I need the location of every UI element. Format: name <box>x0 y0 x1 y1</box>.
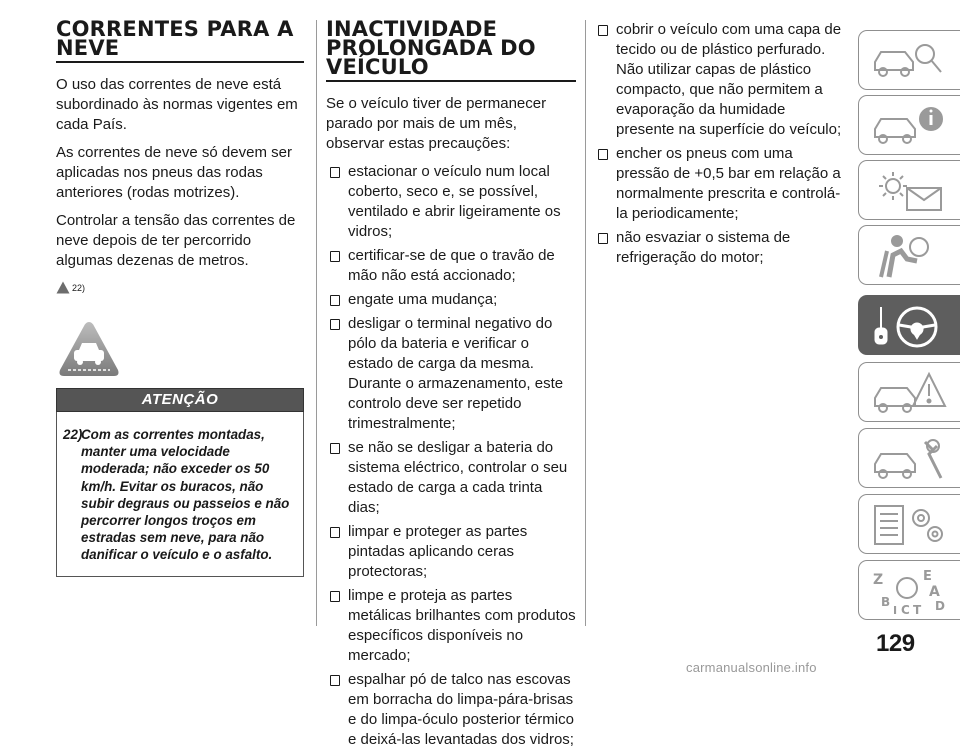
checkbox-bullet-icon <box>330 443 340 454</box>
steering-key-icon <box>867 301 951 351</box>
page-number: 129 <box>876 630 915 657</box>
warning-triangle-icon <box>56 281 70 294</box>
list-item-text: engate uma mudança; <box>348 291 498 308</box>
list-item-text: limpe e proteja as partes metálicas brilhantes com produtos específicos disponíveis no mercado; <box>348 587 576 664</box>
heading-line: VEÍCULO <box>326 55 429 79</box>
warning-number: 22) <box>63 427 83 442</box>
list-item-text: desligar o terminal negativo do pólo da bateria e verificar o estado de carga da mesma. Durante o armazenamento, este controlo deve ser repetido trimestralmente; <box>348 315 564 432</box>
warning-box-title: ATENÇÃO <box>56 388 304 412</box>
paragraph: As correntes de neve só devem ser aplicadas nos pneus das rodas anteriores (rodas motrizes). <box>56 144 292 201</box>
list-item-text: espalhar pó de talco nas escovas em borracha do limpa-pára-brisas e do limpa-óculo posterior térmico e deixá-las levantadas dos vidros; <box>348 671 574 748</box>
tab-technical-data[interactable] <box>858 494 960 554</box>
paragraph: O uso das correntes de neve está subordinado às normas vigentes em cada País. <box>56 76 298 133</box>
svg-text:C: C <box>901 603 910 616</box>
watermark: carmanualsonline.info <box>686 660 817 675</box>
warning-box <box>56 412 304 577</box>
checkbox-bullet-icon <box>330 591 340 602</box>
column-divider <box>585 20 586 626</box>
section-heading-long-inactivity <box>326 17 576 82</box>
list-item <box>326 314 576 434</box>
middle-column <box>326 17 576 754</box>
left-column <box>56 17 304 577</box>
list-item-text: certificar-se de que o travão de mão não está accionado; <box>348 247 555 284</box>
checkbox-bullet-icon <box>330 251 340 262</box>
heading-line: PROLONGADA DO <box>326 36 536 60</box>
list-item <box>326 162 576 242</box>
column-divider <box>316 20 317 626</box>
warning-item <box>63 426 297 564</box>
heading-line: NEVE <box>56 36 120 60</box>
list-item-text: encher os pneus com uma pressão de +0,5 bar em relação a normalmente prescrita e controlá-la periodicamente; <box>616 145 841 222</box>
list-item <box>326 586 576 666</box>
checkbox-bullet-icon <box>598 25 608 36</box>
list-item <box>326 290 576 310</box>
tab-starting-driving[interactable] <box>858 295 960 355</box>
tab-airbag-safety[interactable] <box>858 225 960 285</box>
list-item-text: limpar e proteger as partes pintadas aplicando ceras protectoras; <box>348 523 528 580</box>
svg-text:D: D <box>935 599 945 613</box>
list-item <box>594 144 844 224</box>
car-search-icon <box>867 36 951 86</box>
list-item-text: se não se desligar a bateria do sistema eléctrico, controlar o seu estado de carga a cada trinta dias; <box>348 439 568 516</box>
car-wrench-icon <box>867 434 951 484</box>
list-item <box>594 20 844 140</box>
svg-text:T: T <box>913 603 922 616</box>
warning-ref-number: 22) <box>72 282 86 293</box>
tab-car-search[interactable] <box>858 30 960 90</box>
list-item <box>326 670 576 750</box>
svg-text:I: I <box>893 604 898 616</box>
warning-reference[interactable] <box>56 281 304 294</box>
tab-warning-lights[interactable] <box>858 160 960 220</box>
checkbox-bullet-icon <box>330 295 340 306</box>
intro-paragraph: Se o veículo tiver de permanecer parado por mais de um mês, observar estas precauções: <box>326 95 547 152</box>
tab-emergency[interactable] <box>858 362 960 422</box>
svg-text:A: A <box>929 584 940 600</box>
checkbox-bullet-icon <box>330 527 340 538</box>
list-item <box>594 228 844 268</box>
tab-index[interactable] <box>858 560 960 620</box>
list-item <box>326 246 576 286</box>
specs-gears-icon <box>867 500 951 550</box>
section-heading-snow-chains <box>56 17 304 63</box>
airbag-seat-icon <box>867 231 951 281</box>
alphabet-index-icon <box>867 566 951 616</box>
checkbox-bullet-icon <box>598 233 608 244</box>
svg-text:B: B <box>881 595 891 609</box>
tab-maintenance[interactable] <box>858 428 960 488</box>
list-item-text: não esvaziar o sistema de refrigeração do motor; <box>616 229 791 266</box>
car-warning-icon <box>867 368 951 418</box>
tab-car-info[interactable] <box>858 95 960 155</box>
heading-line: CORRENTES PARA A <box>56 17 294 41</box>
checkbox-bullet-icon <box>330 319 340 330</box>
checkbox-bullet-icon <box>330 167 340 178</box>
checkbox-bullet-icon <box>598 149 608 160</box>
checkbox-bullet-icon <box>330 675 340 686</box>
svg-text:Z: Z <box>873 572 884 588</box>
snow-chain-warning-icon <box>58 320 120 378</box>
svg-text:E: E <box>923 569 932 584</box>
list-item <box>326 522 576 582</box>
list-item-text: estacionar o veículo num local coberto, seco e, se possível, ventilado e abrir ligeiramente os vidros; <box>348 163 561 240</box>
warning-text: Com as correntes montadas, manter uma velocidade moderada; não exceder os 50 km/h. Evitar os buracos, não subir degraus ou passeios e não percorrer longos troços em estradas sem neve, para não danificar o veículo e o asfalto. <box>81 427 290 563</box>
paragraph: Controlar a tensão das correntes de neve depois de ter percorrido algumas dezenas de metros. <box>56 212 296 269</box>
heading-line: INACTIVIDADE <box>326 17 498 41</box>
right-column <box>594 20 844 272</box>
precautions-list-continued <box>594 20 844 268</box>
precautions-list <box>326 162 576 750</box>
warning-lights-envelope-icon <box>867 166 951 216</box>
list-item-text: cobrir o veículo com uma capa de tecido ou de plástico perfurado. Não utilizar capas de plástico compacto, que não permitem a evaporação da humidade presente na superfície do veículo; <box>616 21 842 138</box>
car-info-icon <box>867 101 951 151</box>
list-item <box>326 438 576 518</box>
